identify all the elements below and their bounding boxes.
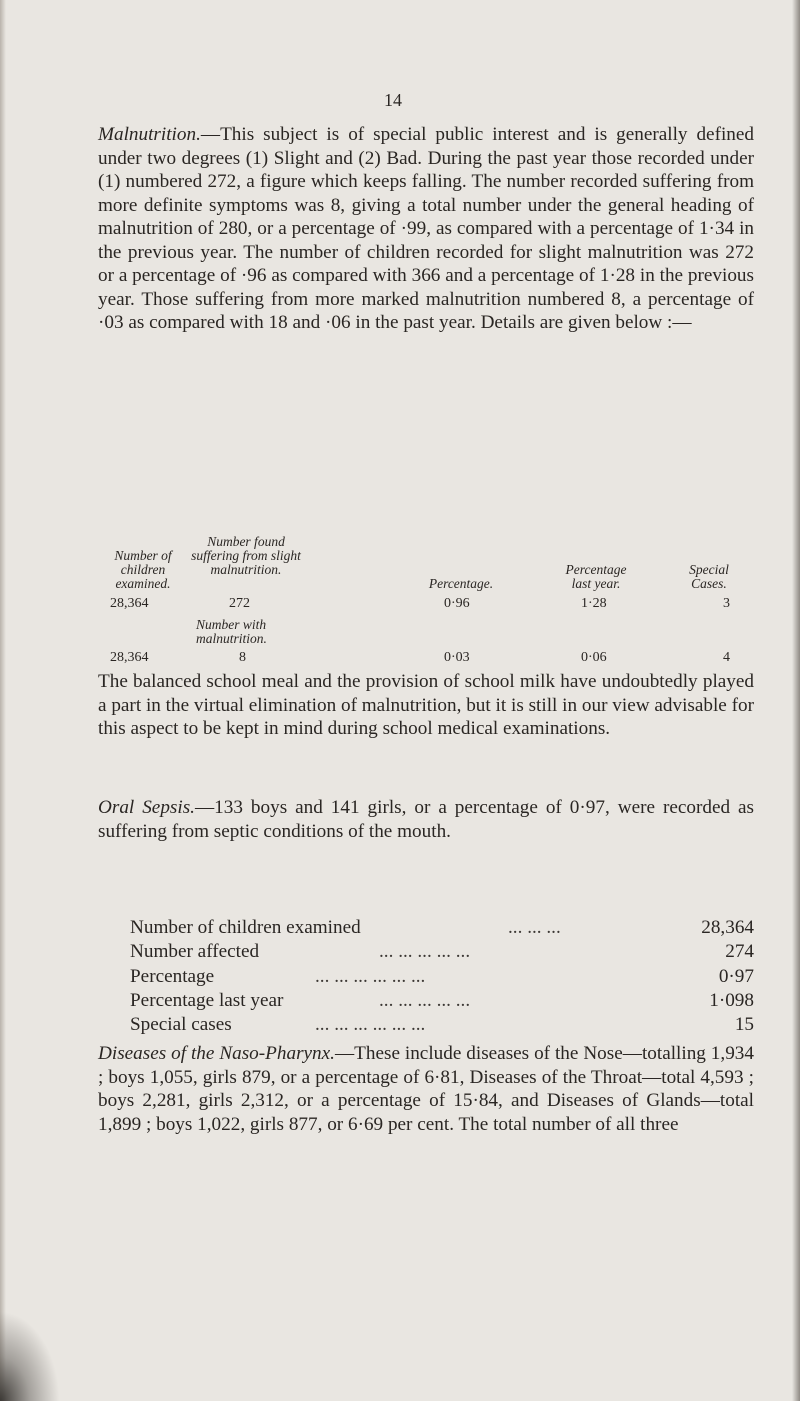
page-edge-left xyxy=(0,0,6,1401)
leader-dots: ... ... ... xyxy=(508,917,561,938)
naso-pharynx-text: —These include diseases of the Nose—totalling 1,934 ; boys 1,055, girls 879, or a percentage of 6·81, Diseases of the Throat—total 4,593 ; boys 2,281, girls 2,312, or a percentage of 15·84, and Diseases of Glands—total 1,899 ; boys 1,022, girls 877, or 6·69 per cent. The total number of all three xyxy=(98,1043,754,1135)
page-number: 14 xyxy=(384,90,402,110)
row-value: 274 xyxy=(725,941,754,963)
row-value: 15 xyxy=(734,1014,754,1036)
naso-pharynx-paragraph xyxy=(98,1042,754,1136)
leader-dots: ... ... ... ... ... ... xyxy=(315,965,426,987)
row1-examined: 28,364 xyxy=(110,596,149,611)
row-label: Percentage last year xyxy=(130,989,284,1011)
row-label: Special cases xyxy=(130,1014,232,1036)
subheader-malnutrition: Number with malnutrition. xyxy=(196,617,267,646)
malnutrition-heading: Malnutrition. xyxy=(98,124,201,145)
leader-dots: ... ... ... ... ... xyxy=(379,989,471,1011)
oral-sepsis-heading: Oral Sepsis. xyxy=(98,797,195,818)
row1-last-year: 1·28 xyxy=(581,596,607,611)
header-slight-malnutrition: Number found suffering from slight malnutrition. xyxy=(191,534,301,577)
school-meal-paragraph: The balanced school meal and the provision of school milk have undoubtedly played a part in the virtual elimination of malnutrition, but it is still in our view advisable for this aspect to be kept in mind during school medical examinations. xyxy=(98,671,754,739)
corner-shadow xyxy=(0,1311,60,1401)
header-percentage: Percentage. xyxy=(428,576,494,591)
table-row xyxy=(130,1013,754,1037)
header-children-examined: Number of children examined. xyxy=(114,548,172,591)
row1-special: 3 xyxy=(723,596,730,611)
row1-count: 272 xyxy=(229,596,250,611)
row-label: Number of children examined xyxy=(130,917,361,938)
row-label: Number affected xyxy=(130,941,260,963)
oral-sepsis-text: —133 boys and 141 girls, or a percentage of 0·97, were recorded as suffering from septic conditions of the mouth. xyxy=(98,797,754,842)
table-row xyxy=(130,916,754,940)
row2-last-year: 0·06 xyxy=(581,650,607,665)
row2-percentage: 0·03 xyxy=(444,650,470,665)
leader-dots: ... ... ... ... ... xyxy=(379,941,471,963)
page-edge-right xyxy=(792,0,800,1401)
row-label: Percentage xyxy=(130,965,215,987)
oral-sepsis-table xyxy=(130,916,754,1037)
table-row xyxy=(130,965,754,989)
naso-pharynx-heading: Diseases of the Naso-Pharynx. xyxy=(98,1043,335,1064)
header-percentage-last-year: Percentage last year. xyxy=(565,562,627,591)
row1-percentage: 0·96 xyxy=(444,596,470,611)
leader-dots: ... ... ... ... ... ... xyxy=(315,1014,426,1036)
row-value: 1·098 xyxy=(709,989,754,1011)
oral-sepsis-paragraph xyxy=(98,796,754,843)
header-special-cases: Special Cases. xyxy=(689,562,729,591)
row-value: 28,364 xyxy=(701,917,754,938)
row-value: 0·97 xyxy=(718,965,754,987)
table-row xyxy=(130,940,754,964)
malnutrition-text: —This subject is of special public interest and is generally defined under two degrees (1) Slight and (2) Bad. During the past year those recorded under (1) numbered 272, a figure which keeps falling. The number recorded suffering from more definite symptoms was 8, giving a total number under the general heading of malnutrition of 280, or a percentage of ·99, as compared with a percentage of 1·34 in the previous year. The number of children recorded for slight malnutrition was 272 or a percentage of ·96 as compared with 366 and a percentage of 1·28 in the previous year. Those suffering from more marked malnutrition numbered 8, a percentage of ·03 as compared with 18 and ·06 in the past year. Details are given below :— xyxy=(98,124,754,333)
malnutrition-paragraph xyxy=(98,123,754,335)
table-row xyxy=(130,989,754,1013)
row2-count: 8 xyxy=(239,650,246,665)
row2-examined: 28,364 xyxy=(110,650,149,665)
row2-special: 4 xyxy=(723,650,730,665)
malnutrition-table xyxy=(98,534,754,665)
